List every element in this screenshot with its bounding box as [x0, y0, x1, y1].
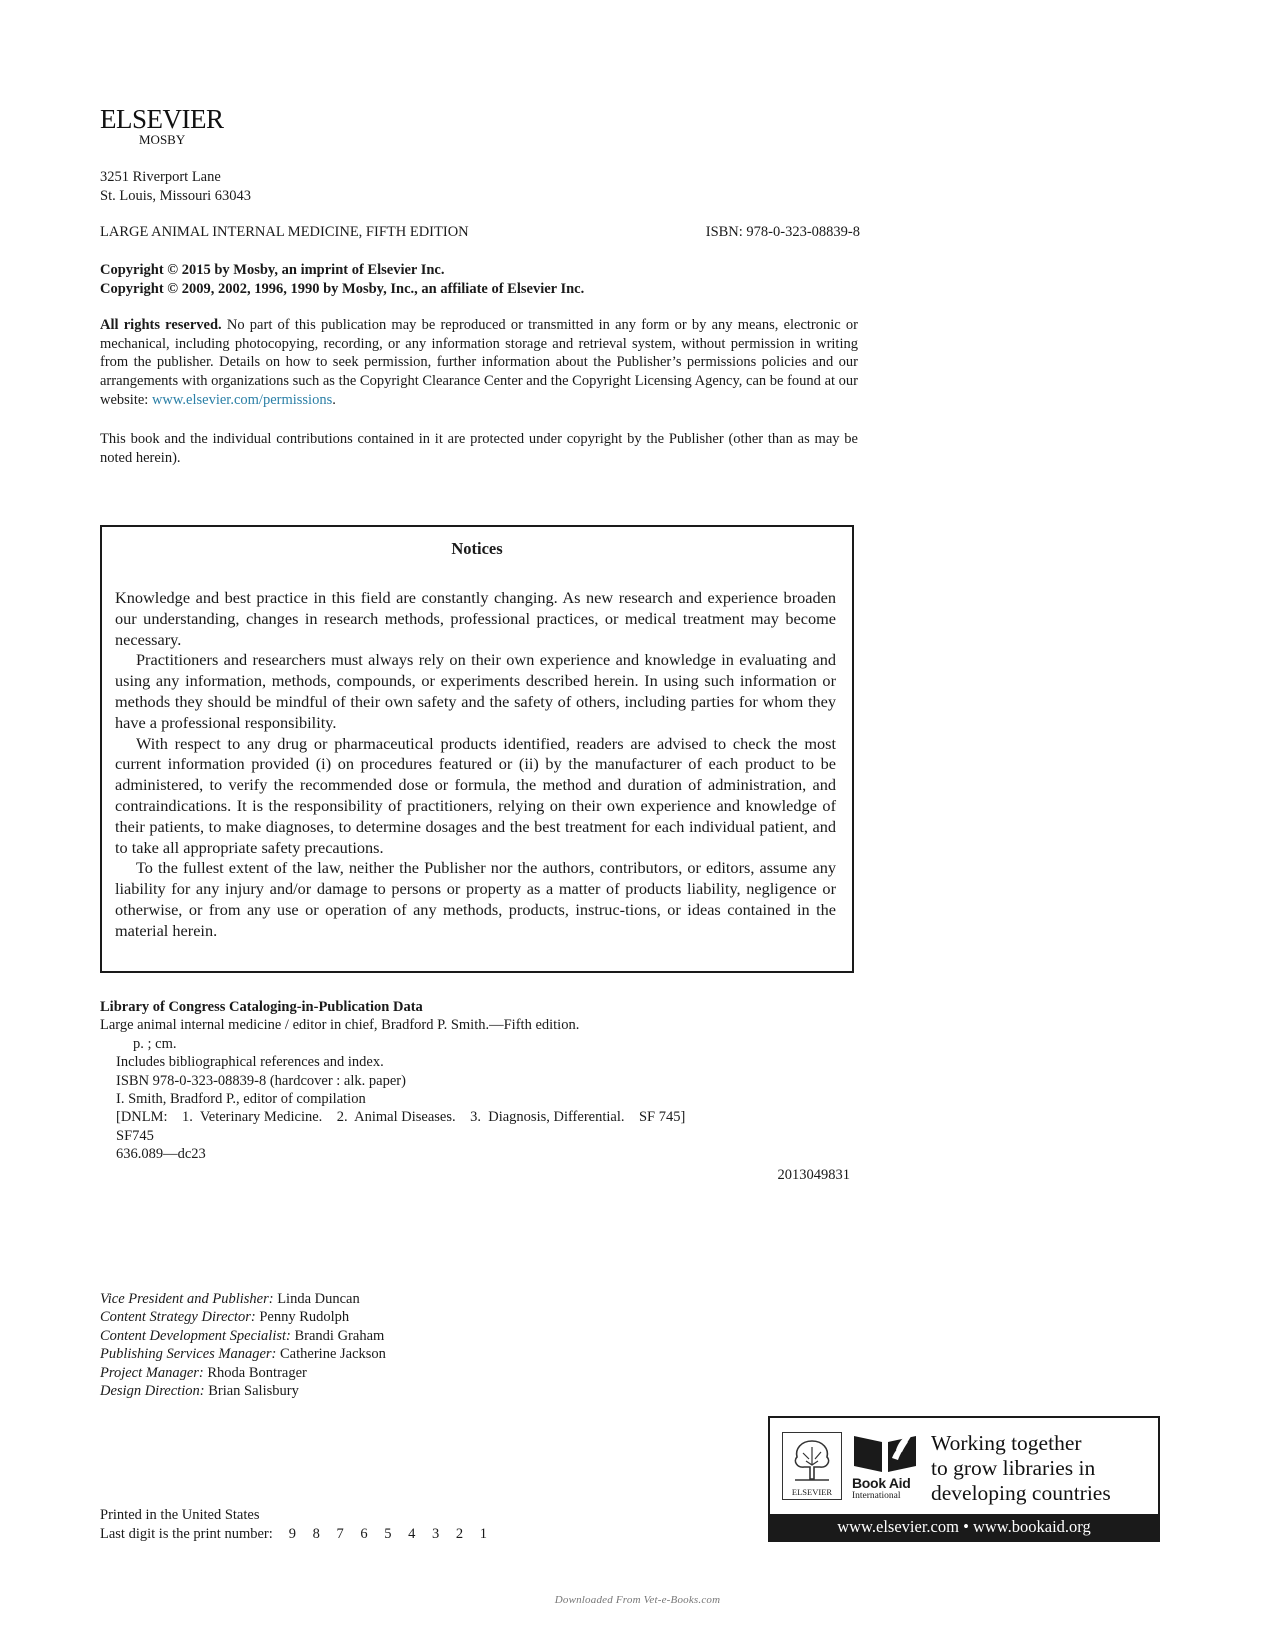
rights-end: .: [332, 391, 336, 408]
credit-role: Vice President and Publisher:: [100, 1291, 274, 1307]
open-book-icon: [852, 1428, 918, 1474]
cataloging-dnlm: [DNLM: 1. Veterinary Medicine. 2. Animal Diseases. 3. Diagnosis, Differential. SF 745]: [116, 1109, 686, 1126]
control-number: 2013049831: [777, 1167, 850, 1183]
mosby-imprint: MOSBY: [139, 132, 186, 147]
rights-lead: All rights reserved.: [100, 317, 222, 333]
printed-country: Printed in the United States: [100, 1507, 260, 1523]
print-number-label: Last digit is the print number:: [100, 1525, 273, 1542]
credit-name: Rhoda Bontrager: [203, 1364, 307, 1381]
protected-notice: This book and the individual contributions contained in it are protected under copyright by the Publisher (other than as may be noted herein).: [100, 431, 858, 466]
credit-name: Brian Salisbury: [204, 1383, 299, 1400]
credit-role: Publishing Services Manager:: [100, 1346, 277, 1363]
cataloging-physical: p. ; cm.: [133, 1035, 177, 1052]
tagline-line: developing countries: [931, 1481, 1111, 1505]
bookaid-footer-urls: www.elsevier.com • www.bookaid.org: [770, 1514, 1158, 1540]
bookaid-name: Book Aid: [852, 1475, 911, 1491]
cataloging-note: Includes bibliographical references and index.: [116, 1054, 384, 1071]
credit-role: Content Development Specialist:: [100, 1327, 291, 1344]
credit-line: [100, 1382, 386, 1400]
credits-block: [100, 1290, 386, 1400]
notices-title: Notices: [451, 539, 503, 558]
cataloging-note: I. Smith, Bradford P., editor of compilation: [116, 1091, 366, 1108]
bookaid-banner: [768, 1416, 1160, 1542]
credit-line: [100, 1290, 386, 1308]
rights-paragraph: [100, 316, 858, 410]
cataloging-block: [100, 998, 685, 1164]
printing-info: [100, 1506, 487, 1543]
cataloging-heading: Library of Congress Cataloging-in-Publication Data: [100, 999, 423, 1015]
credit-name: Penny Rudolph: [255, 1309, 350, 1326]
rights-text: No part of this publication may be reproduced or transmitted in any form or by any means, electronic or mechanical, including photocopying, recording, or any information storage and retrieval system, without permission in writing from the publisher. Details on how to seek permission, further information about the Publisher’s permissions policies and our arrangements with organizations such as the Copyright Clearance Center and the Copyright Licensing Agency, can be found at our website:: [100, 317, 859, 408]
cataloging-note: 636.089—dc23: [116, 1146, 206, 1163]
cataloging-note: ISBN 978-0-323-08839-8 (hardcover : alk. paper): [116, 1072, 406, 1089]
download-watermark: Downloaded From Vet-e-Books.com: [554, 1594, 721, 1606]
credit-role: Design Direction:: [100, 1383, 205, 1400]
credit-name: Catherine Jackson: [276, 1346, 386, 1363]
cataloging-main-entry: Large animal internal medicine / editor in chief, Bradford P. Smith.—Fifth edition.: [100, 1017, 580, 1034]
bookaid-sub: International: [852, 1491, 901, 1501]
credit-role: Project Manager:: [100, 1364, 204, 1381]
notice-paragraph: To the fullest extent of the law, neither the Publisher nor the authors, contributors, or editors, assume any liability for any injury and/or damage to persons or property as a matter of products liability, negligence or otherwise, or from any use or operation of any methods, products, instruc-tions, or ideas contained in the material herein.: [115, 858, 836, 940]
tree-icon: [789, 1437, 835, 1483]
credit-line: [100, 1345, 386, 1363]
bookaid-tagline: [931, 1431, 1111, 1506]
notices-body: [115, 588, 836, 942]
address-line: 3251 Riverport Lane: [100, 169, 221, 185]
bookaid-logo: [852, 1428, 922, 1504]
address-line: St. Louis, Missouri 63043: [100, 187, 252, 204]
credit-name: Linda Duncan: [273, 1291, 360, 1307]
print-number-line: [100, 1525, 487, 1544]
credit-name: Brandi Graham: [290, 1327, 385, 1344]
notice-paragraph: Knowledge and best practice in this field are constantly changing. As new research and experience broaden our understanding, changes in research methods, professional practices, or medical treatment may become necessary.: [115, 588, 836, 649]
notices-box: [100, 525, 854, 973]
permissions-link[interactable]: www.elsevier.com/permissions: [151, 391, 333, 408]
elsevier-tree-logo: [782, 1432, 842, 1500]
copyright-line: Copyright © 2015 by Mosby, an imprint of Elsevier Inc.: [100, 262, 445, 278]
book-title-line: [100, 223, 860, 241]
tagline-line: to grow libraries in: [931, 1456, 1096, 1480]
print-digits: 9 8 7 6 5 4 3 2 1: [288, 1525, 488, 1542]
credit-line: [100, 1327, 386, 1345]
copyright-block: [100, 261, 584, 298]
notice-paragraph: With respect to any drug or pharmaceutical products identified, readers are advised to check the most current information provided (i) on procedures featured or (ii) by the manufacturer of each product to be administered, to verify the recommended dose or formula, the method and duration of administration, and contraindications. It is the responsibility of practitioners, relying on their own experience and knowledge of their patients, to make diagnoses, to determine dosages and the best treatment for each individual patient, and to take all appropriate safety precautions.: [115, 733, 836, 857]
copyright-line: Copyright © 2009, 2002, 1996, 1990 by Mosby, Inc., an affiliate of Elsevier Inc.: [100, 280, 585, 297]
tagline-line: Working together: [931, 1431, 1082, 1455]
credit-line: [100, 1308, 386, 1326]
publisher-address: [100, 168, 251, 205]
book-title: LARGE ANIMAL INTERNAL MEDICINE, FIFTH EDITION: [100, 224, 469, 240]
credit-line: [100, 1364, 386, 1382]
elsevier-mark-text: ELSEVIER: [791, 1487, 833, 1497]
elsevier-logo: ELSEVIER: [100, 104, 224, 134]
book-isbn: ISBN: 978-0-323-08839-8: [705, 224, 860, 240]
notice-paragraph: Practitioners and researchers must always rely on their own experience and knowledge in evaluating and using any information, methods, compounds, or experiments described herein. In using such information or methods they should be mindful of their own safety and the safety of others, including parties for whom they have a professional responsibility.: [115, 650, 836, 732]
cataloging-note: SF745: [116, 1127, 154, 1144]
credit-role: Content Strategy Director:: [100, 1309, 256, 1326]
